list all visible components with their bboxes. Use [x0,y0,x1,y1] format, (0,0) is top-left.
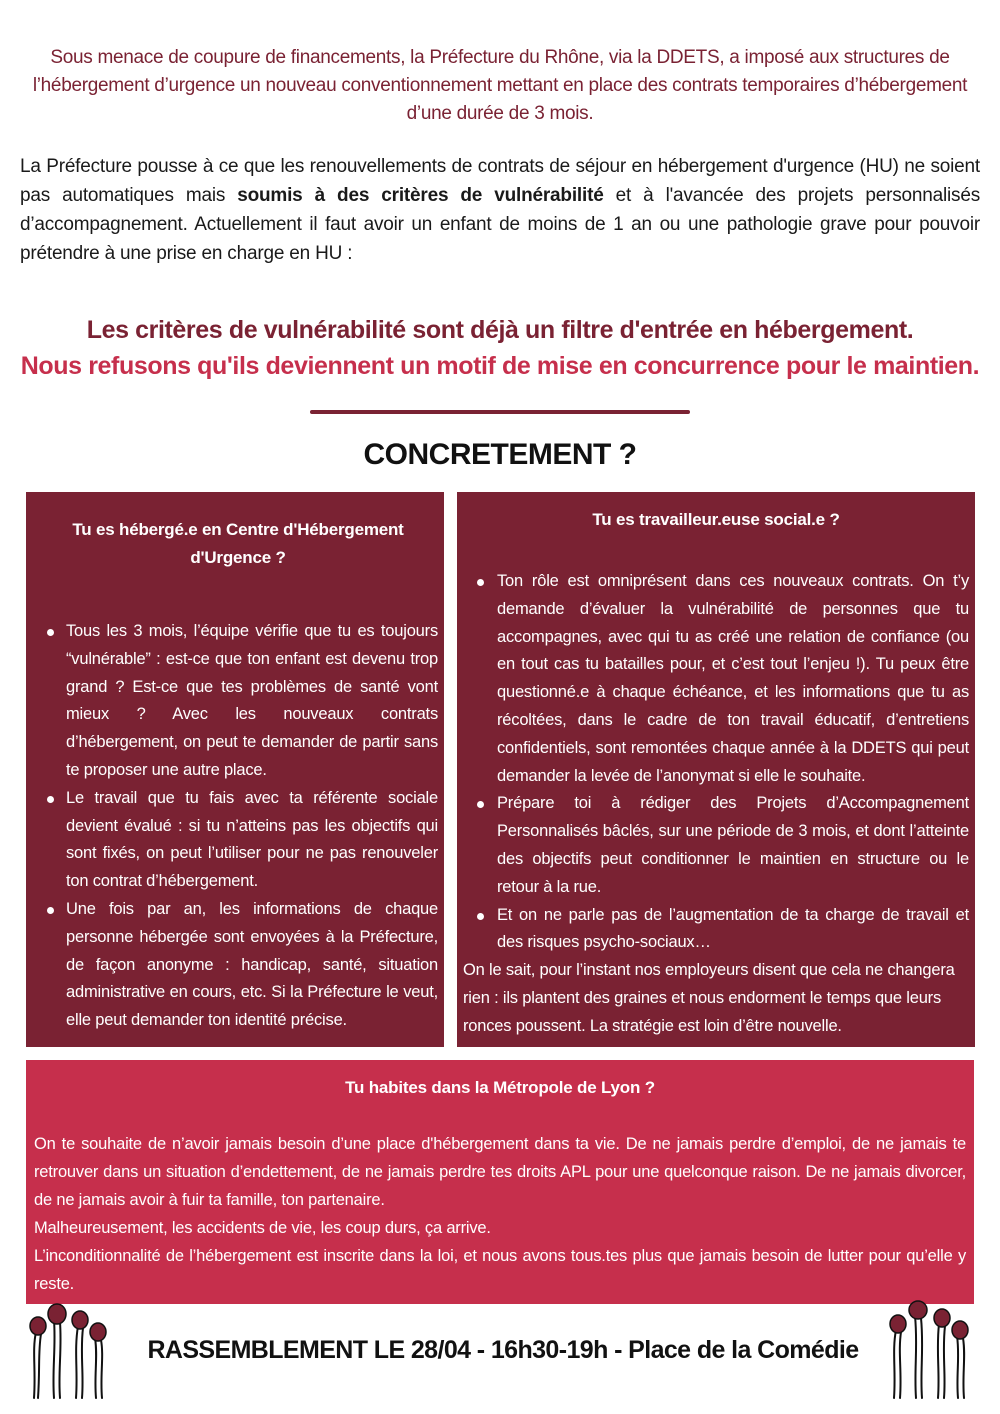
paragraph-bold: soumis à des critères de vulnérabilité [237,185,604,206]
box-travailleur-closing: On le sait, pour l’instant nos employeurs disent que cela ne changera rien : ils plantent des graines et nous endorment le temps que leurs ronces poussent. La stratégie est loin d’être nouvelle. [463,961,955,1035]
box-metropole-paragraph-3: L’inconditionnalité de l’hébergement est inscrite dans la loi, et nous avons tous.tes plus que jamais besoin de lutter pour qu’elle y reste. [34,1247,966,1293]
list-item: Ton rôle est omniprésent dans ces nouveaux contrats. On t’y demande d’évaluer la vulnérabilité de personnes que tu accompagnes, avec qui tu as créé une relation de confiance (ou en tout cas tu batailles pour, et c’est tout l’enjeu !). Tu peux être questionné.e à chaque échéance, et les informations que tu as récoltées, dans le cadre de ton travail éducatif, d’entretiens confidentiels, sont remontées chaque année à la DDETS qui peut demander la levée de l’anonymat si elle le souhaite. [463,568,969,790]
paragraph-part2: et à l'avancée des projets personnalisés d’accompagnement. Actuellement il faut avoir un enfant de moins de 1 an ou une pathologie grave pour pouvoir prétendre à une prise en charge en HU : [20,185,980,264]
section-title: CONCRETEMENT ? [363,438,637,471]
list-item: Et on ne parle pas de l’augmentation de ta charge de travail et des risques psycho-sociaux… [463,902,969,958]
box-metropole [26,1060,974,1304]
paragraph-part1: La Préfecture pousse à ce que les renouvellements de contrats de séjour en hébergement d'urgence (HU) ne soient pas automatiques mais [20,156,980,206]
box-travailleur-title: Tu es travailleur.euse social.e ? [592,510,840,529]
box-hebergee-title: Tu es hébergé.e en Centre d'Hébergement d'Urgence ? [72,520,404,567]
context-paragraph [20,152,980,268]
box-metropole-paragraph-1: On te souhaite de n’avoir jamais besoin d’une place d'hébergement dans ta vie. De ne jamais perdre d’emploi, de ne jamais te retrouver dans un situation d’endettement, de ne jamais perdre tes droits APL pour une quelconque raison. De ne jamais divorcer, de ne jamais avoir à fuir ta famille, ton partenaire. [34,1135,966,1209]
divider [310,410,690,414]
list-item: Le travail que tu fais avec ta référente sociale devient évalué : si tu n’atteins pas les objectifs qui sont fixés, on peut l’utiliser pour ne pas renouveler ton contrat d’hébergement. [38,785,438,896]
box-travailleur-list [463,568,969,957]
list-item: Tous les 3 mois, l’équipe vérifie que tu es toujours “vulnérable” : est-ce que ton enfant est devenu trop grand ? Est-ce que tes problèmes de santé vont mieux ? Avec les nouveaux contrats d’hébergement, on peut te demander de partir sans te proposer une autre place. [38,618,438,785]
list-item: Prépare toi à rédiger des Projets d’Accompagnement Personnalisés bâclés, sur une période de 3 mois, et dont l’atteinte des objectifs peut conditionner le maintien en structure ou le retour à la rue. [463,790,969,901]
intro-text: Sous menace de coupure de financements, la Préfecture du Rhône, via la DDETS, a imposé aux structures de l’hébergement d’urgence un nouveau conventionnement mettant en place des contrats temporaires d’hébergement d’une durée de 3 mois. [32,47,968,124]
rally-announcement: RASSEMBLEMENT LE 28/04 - 16h30-19h - Place de la Comédie [147,1336,859,1364]
box-metropole-title: Tu habites dans la Métropole de Lyon ? [345,1078,655,1097]
raised-fists-icon [24,1300,116,1400]
box-hebergee [26,492,444,1047]
box-hebergee-list [38,618,438,1035]
slogan-line-2: Nous refusons qu'ils deviennent un motif de mise en concurrence pour le maintien. [20,352,980,380]
box-travailleur [457,492,975,1047]
box-metropole-paragraph-2: Malheureusement, les accidents de vie, les coup durs, ça arrive. [34,1219,491,1237]
raised-fists-icon [882,1300,974,1400]
list-item: Une fois par an, les informations de chaque personne hébergée sont envoyées à la Préfecture, de façon anonyme : handicap, santé, situation administrative en cours, etc. Si la Préfecture le veut, elle peut demander ton identité précise. [38,896,438,1035]
slogan-line-1: Les critères de vulnérabilité sont déjà un filtre d'entrée en hébergement. [86,316,914,344]
